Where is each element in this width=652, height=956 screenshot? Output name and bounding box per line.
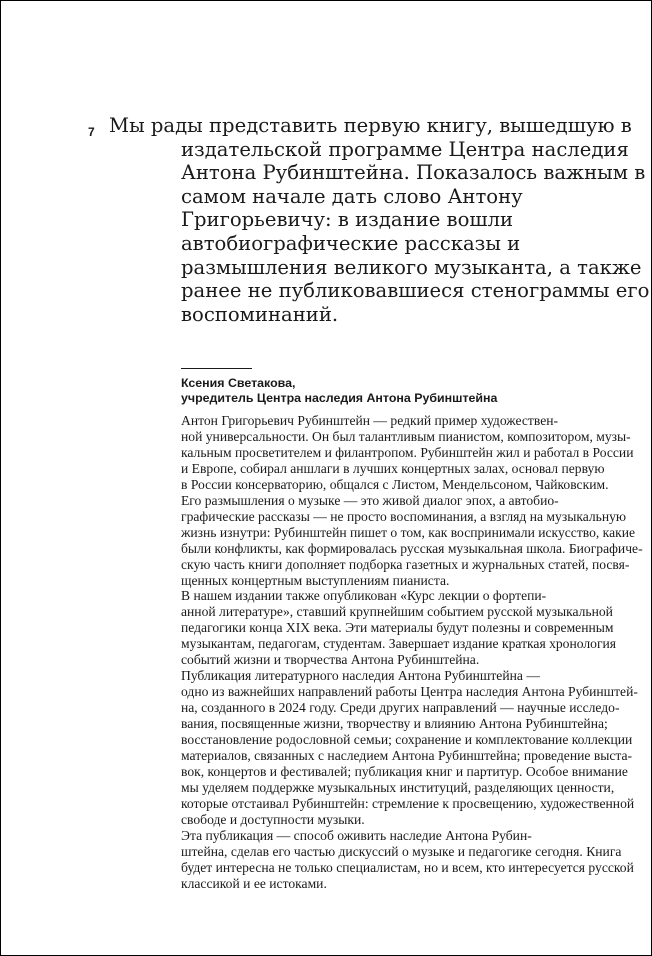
text-line: музыкантам, педагогам, студентам. Завершает издание краткая хронология [181,636,617,652]
text-line: на, созданного в 2024 году. Среди других направлений — научные исследо- [181,700,620,716]
text-line: в России консерваторию, общался с Листом, Мендельсоном, Чайковским. [181,476,609,492]
page-number: 7 [88,125,95,139]
text-line: классикой и ее истоками. [181,875,327,891]
text-line: которые отстаивал Рубинштейн: стремление к просвещению, художественной [181,795,635,811]
text-line: вания, посвященные жизни, творчеству и влиянию Антона Рубинштейна; [181,716,608,732]
text-line: вок, концертов и фестивалей; публикация книг и партитур. Особое внимание [181,763,628,779]
text-line: Его размышления о музыке — это живой диалог эпох, а автобио- [181,492,559,508]
paragraph [109,588,617,668]
text-line: и Европе, собирал аншлаги в лучших концертных залах, основал первую [181,460,605,476]
author-divider [181,368,252,369]
text-line: мы уделяем поддержке музыкальных институций, разделяющих ценности, [181,779,615,795]
text-line: Публикация литературного наследия Антона Рубинштейна — [181,668,540,684]
lead-paragraph: Мы рады представить первую книгу, вышедшую в издательской программе Центра наследия Антона Рубинштейна. Показалось важным в самом начале дать слово Антону Григорьевичу: в издание вошли автобиографические рассказы и размышления великого музыканта, а также ранее не публиковавшиеся стенограммы его воспоминаний. [109,114,650,326]
text-line: восстановление родословной семьи; сохранение и комплектование коллекции [181,732,633,748]
paragraph [109,413,634,493]
text-line: штейна, сделав его частью дискуссий о музыке и педагогике сегодня. Книга [181,843,622,859]
author-role: учредитель Центра наследия Антона Рубинштейна [181,391,498,405]
text-line: графические рассказы — не просто воспоминания, а взгляд на музыкальную [181,508,627,524]
text-line: свободе и доступности музыки. [181,811,365,827]
paragraph [109,492,643,589]
text-line: одно из важнейших направлений работы Центра наследия Антона Рубинштей- [181,684,638,700]
author-name: Ксения Светакова, [181,376,296,390]
text-line: Антон Григорьевич Рубинштейн — редкий пример художествен- [181,413,559,428]
text-line: событий жизни и творчества Антона Рубинштейна. [181,652,480,668]
text-line: щенных концертным выступлениям пианиста. [181,572,450,588]
text-line: скую часть книги дополняет подборка газетных и журнальных статей, посвя- [181,556,630,572]
text-line: В нашем издании также опубликован «Курс лекции о фортепи- [181,588,547,604]
text-line: были конфликты, как формировалась русская музыкальная школа. Биографиче- [181,540,643,556]
body-text [109,413,643,892]
text-line: ной универсальности. Он был талантливым пианистом, композитором, музы- [181,428,631,444]
text-line: Эта публикация — способ оживить наследие Антона Рубин- [181,827,532,843]
text-line: кальным просветителем и филантропом. Рубинштейн жил и работал в России [181,444,634,460]
text-line: жизнь изнутри: Рубинштейн пишет о том, как воспринимали искусство, какие [181,524,636,540]
text-line: анной литературе», ставший крупнейшим событием русской музыкальной [181,604,613,620]
text-line: педагогики конца XIX века. Эти материалы будут полезны и современным [181,620,614,636]
text-line: материалов, связанных с наследием Антона Рубинштейна; проведение выста- [181,748,633,764]
text-line: будет интересна не только специалистам, но и всем, кто интересуется русской [181,859,634,875]
paragraph [109,827,634,892]
author-signature [181,376,581,406]
paragraph [109,668,638,828]
